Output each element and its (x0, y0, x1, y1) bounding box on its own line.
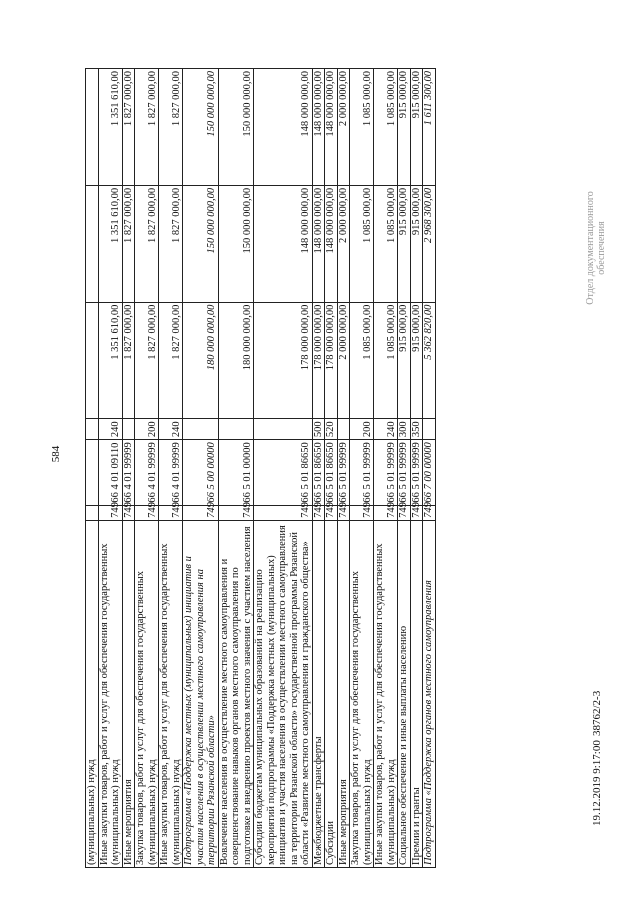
footer-doc-code: 38762/2-3 (591, 690, 603, 736)
row-vedom: 749 (423, 505, 436, 520)
table-row (254, 69, 313, 868)
row-name: Иные мероприятия (122, 520, 135, 867)
row-expense-type (254, 419, 313, 440)
row-amount-3: 1 351 610,00 (98, 69, 122, 186)
row-expense-type (86, 419, 99, 440)
row-amount-2: 1 085 000,00 (374, 185, 398, 302)
row-expense-type: 240 (98, 419, 122, 440)
row-amount-1: 1 827 000,00 (122, 302, 135, 419)
row-amount-1 (86, 302, 99, 419)
row-code: 66 5 01 86650 (325, 440, 338, 505)
row-amount-3: 2 000 000,00 (337, 69, 350, 186)
row-code: 66 5 01 00000 (218, 440, 254, 505)
row-name: Иные мероприятия (337, 520, 350, 867)
row-amount-2: 150 000 000,00 (218, 185, 254, 302)
row-code: 66 4 01 09110 (98, 440, 122, 505)
row-amount-3: 1 827 000,00 (135, 69, 159, 186)
row-name: Социальное обеспечение и иные выплаты населению (398, 520, 411, 867)
row-expense-type (218, 419, 254, 440)
row-amount-2: 2 968 300,00 (423, 185, 436, 302)
table-row (86, 69, 99, 868)
table-row (423, 69, 436, 868)
row-amount-3: 1 827 000,00 (159, 69, 183, 186)
row-expense-type: 500 (312, 419, 325, 440)
row-code: 66 7 00 00000 (423, 440, 436, 505)
row-name: Подпрограмма «Поддержка органов местного самоуправления (423, 520, 436, 867)
row-name: Субсидии бюджетам муниципальных образований на реализацию мероприятий подпрограммы «Поддержка местных (муниципальных) инициатив и участия населения в осуществлении местного самоуправления на территории Рязанской области» государственной программы Рязанской области «Развитие местного самоуправления и гражданского общества» (254, 520, 313, 867)
row-expense-type (337, 419, 350, 440)
table-row (325, 69, 338, 868)
row-amount-3: 148 000 000,00 (325, 69, 338, 186)
stamp-line-2: обеспечения (596, 221, 607, 275)
row-vedom: 749 (312, 505, 325, 520)
row-vedom: 749 (350, 505, 374, 520)
rotated-page-content (85, 68, 607, 868)
row-name: Иные закупки товаров, работ и услуг для обеспечения государственных (муниципальных) нужд (374, 520, 398, 867)
row-code: 66 5 01 99999 (398, 440, 411, 505)
row-code: 66 5 01 99999 (374, 440, 398, 505)
row-vedom: 749 (122, 505, 135, 520)
row-code (86, 440, 99, 505)
table-row (337, 69, 350, 868)
row-expense-type: 200 (135, 419, 159, 440)
row-name: Вовлечение населения в осуществление местного самоуправления и совершенствование навыков органов местного самоуправления по подготовке и внедрению проектов местного значения с участием населения (218, 520, 254, 867)
row-amount-2: 1 827 000,00 (122, 185, 135, 302)
budget-table-body (86, 69, 436, 868)
page-number: 584 (50, 445, 62, 463)
row-expense-type: 240 (374, 419, 398, 440)
row-name: (муниципальных) нужд (86, 520, 99, 867)
row-amount-3 (86, 69, 99, 186)
table-row (218, 69, 254, 868)
row-amount-3: 1 085 000,00 (350, 69, 374, 186)
row-amount-1: 178 000 000,00 (312, 302, 325, 419)
table-row (374, 69, 398, 868)
row-amount-1: 915 000,00 (398, 302, 411, 419)
row-amount-2: 148 000 000,00 (254, 185, 313, 302)
row-code: 66 5 01 86650 (254, 440, 313, 505)
row-vedom: 749 (398, 505, 411, 520)
row-amount-2: 915 000,00 (398, 185, 411, 302)
row-name: Субсидии (325, 520, 338, 867)
row-vedom: 749 (325, 505, 338, 520)
row-vedom: 749 (98, 505, 122, 520)
row-vedom: 749 (254, 505, 313, 520)
row-amount-3: 1 085 000,00 (374, 69, 398, 186)
row-expense-type: 350 (410, 419, 423, 440)
row-code: 66 4 01 99999 (159, 440, 183, 505)
row-amount-2: 1 085 000,00 (350, 185, 374, 302)
row-name: Иные закупки товаров, работ и услуг для обеспечения государственных (муниципальных) нужд (159, 520, 183, 867)
row-expense-type: 520 (325, 419, 338, 440)
row-amount-1: 1 827 000,00 (135, 302, 159, 419)
row-amount-2: 148 000 000,00 (312, 185, 325, 302)
table-row (135, 69, 159, 868)
row-vedom: 749 (374, 505, 398, 520)
table-row (183, 69, 219, 868)
budget-table (85, 68, 436, 868)
row-amount-3: 1 827 000,00 (122, 69, 135, 186)
row-expense-type: 240 (159, 419, 183, 440)
row-expense-type: 200 (350, 419, 374, 440)
row-amount-3: 148 000 000,00 (254, 69, 313, 186)
row-amount-1: 178 000 000,00 (325, 302, 338, 419)
row-amount-2: 1 351 610,00 (98, 185, 122, 302)
row-amount-1: 5 362 820,00 (423, 302, 436, 419)
row-code: 66 5 00 00000 (183, 440, 219, 505)
row-amount-1: 180 000 000,00 (183, 302, 219, 419)
row-amount-2: 148 000 000,00 (325, 185, 338, 302)
row-amount-1: 180 000 000,00 (218, 302, 254, 419)
row-code: 66 5 01 99999 (337, 440, 350, 505)
row-name: Подпрограмма «Поддержка местных (муниципальных) инициатив и участия населения в осуществлении местного самоуправления на территории Рязанской области» (183, 520, 219, 867)
row-name: Иные закупки товаров, работ и услуг для обеспечения государственных (муниципальных) нужд (98, 520, 122, 867)
row-vedom: 749 (135, 505, 159, 520)
row-amount-1: 1 085 000,00 (374, 302, 398, 419)
row-name: Премии и гранты (410, 520, 423, 867)
row-code: 66 5 01 99999 (350, 440, 374, 505)
row-amount-2: 150 000 000,00 (183, 185, 219, 302)
row-name: Закупка товаров, работ и услуг для обеспечения государственных (муниципальных) нужд (350, 520, 374, 867)
row-amount-3: 915 000,00 (398, 69, 411, 186)
row-amount-1: 1 085 000,00 (350, 302, 374, 419)
row-vedom: 749 (159, 505, 183, 520)
row-amount-1: 178 000 000,00 (254, 302, 313, 419)
row-amount-3: 150 000 000,00 (218, 69, 254, 186)
table-row (159, 69, 183, 868)
office-stamp (585, 178, 607, 318)
row-amount-2 (86, 185, 99, 302)
row-amount-3: 148 000 000,00 (312, 69, 325, 186)
row-code: 66 5 01 86650 (312, 440, 325, 505)
row-vedom (86, 505, 99, 520)
row-amount-3: 150 000 000,00 (183, 69, 219, 186)
table-row (122, 69, 135, 868)
stamp-line-1: Отдел документационного (585, 191, 596, 305)
row-vedom: 749 (410, 505, 423, 520)
row-amount-2: 2 000 000,00 (337, 185, 350, 302)
row-name: Закупка товаров, работ и услуг для обеспечения государственных (муниципальных) нужд (135, 520, 159, 867)
table-row (410, 69, 423, 868)
row-code: 66 4 01 99999 (135, 440, 159, 505)
row-expense-type (122, 419, 135, 440)
table-row (312, 69, 325, 868)
row-code: 66 5 01 99999 (410, 440, 423, 505)
row-vedom: 749 (337, 505, 350, 520)
footer-date: 19.12.2019 9:17:00 (591, 740, 603, 826)
row-amount-2: 1 827 000,00 (159, 185, 183, 302)
table-row (398, 69, 411, 868)
table-row (350, 69, 374, 868)
row-amount-2: 1 827 000,00 (135, 185, 159, 302)
row-amount-2: 915 000,00 (410, 185, 423, 302)
row-amount-1: 1 827 000,00 (159, 302, 183, 419)
row-name: Межбюджетные трансферты (312, 520, 325, 867)
row-amount-3: 915 000,00 (410, 69, 423, 186)
row-expense-type: 300 (398, 419, 411, 440)
row-amount-1: 2 000 000,00 (337, 302, 350, 419)
row-amount-1: 915 000,00 (410, 302, 423, 419)
row-code: 66 4 01 99999 (122, 440, 135, 505)
row-expense-type (423, 419, 436, 440)
row-expense-type (183, 419, 219, 440)
row-vedom: 749 (218, 505, 254, 520)
row-vedom: 749 (183, 505, 219, 520)
row-amount-1: 1 351 610,00 (98, 302, 122, 419)
row-amount-3: 1 611 300,00 (423, 69, 436, 186)
table-row (98, 69, 122, 868)
